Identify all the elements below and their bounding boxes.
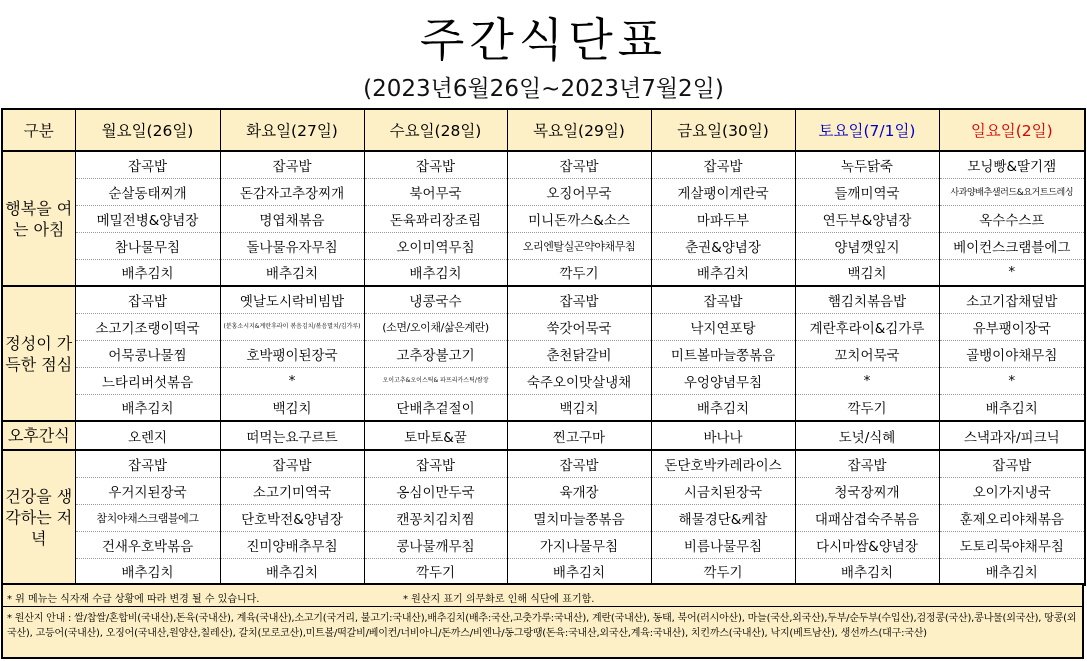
weekly-menu-table xyxy=(1,108,1086,586)
menu-cell: 춘권&양념장 xyxy=(651,232,795,259)
menu-cell: 다시마쌈&양념장 xyxy=(795,531,939,558)
menu-cell: 백김치 xyxy=(795,259,939,286)
notes-box xyxy=(1,583,1084,659)
menu-cell: 소고기잡채덮밥 xyxy=(939,286,1085,313)
menu-cell: 햄김치볶음밥 xyxy=(795,286,939,313)
menu-cell: 백김치 xyxy=(507,394,651,421)
menu-cell: 단배추겉절이 xyxy=(364,394,507,421)
menu-cell: 해물경단&케찹 xyxy=(651,504,795,531)
dinner-row xyxy=(2,558,1085,585)
lunch-label: 정성이 가득한 점심 xyxy=(2,286,75,421)
menu-cell: 콩나물깨무침 xyxy=(364,531,507,558)
menu-cell: 꼬치어묵국 xyxy=(795,340,939,367)
menu-cell: 옛날도시락비빔밥 xyxy=(220,286,364,313)
menu-cell: 도넛/식혜 xyxy=(795,421,939,450)
menu-cell: 참치야채스크램블에그 xyxy=(75,504,220,531)
menu-cell: 가지나물무침 xyxy=(507,531,651,558)
menu-cell: 멸치마늘쫑볶음 xyxy=(507,504,651,531)
header-sunday: 일요일(2일) xyxy=(939,109,1085,151)
breakfast-row xyxy=(2,205,1085,232)
menu-cell: 잡곡밥 xyxy=(507,151,651,178)
menu-cell: 잡곡밥 xyxy=(507,450,651,477)
header-friday: 금요일(30일) xyxy=(651,109,795,151)
menu-cell: 고추장불고기 xyxy=(364,340,507,367)
menu-cell: 숙주오이맛살냉채 xyxy=(507,367,651,394)
menu-cell: * xyxy=(939,367,1085,394)
menu-cell: 단호박전&양념장 xyxy=(220,504,364,531)
menu-cell: 배추김치 xyxy=(220,558,364,585)
lunch-row xyxy=(2,286,1085,313)
menu-cell: 잡곡밥 xyxy=(75,450,220,477)
menu-cell: 어묵콩나물찜 xyxy=(75,340,220,367)
menu-cell: 잡곡밥 xyxy=(939,450,1085,477)
lunch-row xyxy=(2,313,1085,340)
menu-cell: 쑥갓어묵국 xyxy=(507,313,651,340)
menu-cell: 유부팽이장국 xyxy=(939,313,1085,340)
lunch-row xyxy=(2,340,1085,367)
menu-cell: 잡곡밥 xyxy=(364,151,507,178)
menu-cell: 녹두닭죽 xyxy=(795,151,939,178)
breakfast-row xyxy=(2,259,1085,286)
menu-cell: 건새우호박볶음 xyxy=(75,531,220,558)
menu-cell: 명엽채볶음 xyxy=(220,205,364,232)
menu-cell: 골뱅이야채무침 xyxy=(939,340,1085,367)
header-tuesday: 화요일(27일) xyxy=(220,109,364,151)
menu-cell: 배추김치 xyxy=(651,394,795,421)
menu-cell: 옥수수스프 xyxy=(939,205,1085,232)
menu-cell: 스낵과자/피크닉 xyxy=(939,421,1085,450)
menu-cell: 도토리묵야채무침 xyxy=(939,531,1085,558)
menu-cell: 소고기미역국 xyxy=(220,477,364,504)
menu-cell: 연두부&양념장 xyxy=(795,205,939,232)
page-title: 주간식단표 xyxy=(419,13,668,67)
menu-cell: 떠먹는요구르트 xyxy=(220,421,364,450)
dinner-row xyxy=(2,450,1085,477)
menu-cell: 사과양배추샐러드&요거트드레싱 xyxy=(939,178,1085,205)
menu-cell: 호박팽이된장국 xyxy=(220,340,364,367)
menu-cell: 순살동태찌개 xyxy=(75,178,220,205)
menu-cell: 시금치된장국 xyxy=(651,477,795,504)
lunch-row xyxy=(2,367,1085,394)
menu-cell: 잡곡밥 xyxy=(651,286,795,313)
menu-cell: 메밀전병&양념장 xyxy=(75,205,220,232)
menu-cell: 깍두기 xyxy=(795,394,939,421)
menu-cell: 잡곡밥 xyxy=(651,151,795,178)
menu-cell: 소고기조랭이떡국 xyxy=(75,313,220,340)
menu-cell: 배추김치 xyxy=(75,394,220,421)
menu-cell: 찐고구마 xyxy=(507,421,651,450)
menu-cell: 잡곡밥 xyxy=(75,151,220,178)
menu-cell: 모닝빵&딸기잼 xyxy=(939,151,1085,178)
menu-cell: 돈단호박카레라이스 xyxy=(651,450,795,477)
menu-cell: (소면/오이채/삶은계란) xyxy=(364,313,507,340)
menu-cell: 대패삼겹숙주볶음 xyxy=(795,504,939,531)
menu-cell: 오리엔탈실곤약야채무침 xyxy=(507,232,651,259)
menu-cell: 돌나물유자무침 xyxy=(220,232,364,259)
menu-cell: 토마토&꿀 xyxy=(364,421,507,450)
menu-cell: 배추김치 xyxy=(795,558,939,585)
lunch-row xyxy=(2,394,1085,421)
dinner-row xyxy=(2,504,1085,531)
menu-cell: 참나물무침 xyxy=(75,232,220,259)
snack-row xyxy=(2,421,1085,450)
header-saturday: 토요일(7/1일) xyxy=(795,109,939,151)
menu-cell: 돈감자고추장찌개 xyxy=(220,178,364,205)
menu-cell: 오이가지냉국 xyxy=(939,477,1085,504)
menu-cell: * xyxy=(795,367,939,394)
menu-cell: 배추김치 xyxy=(220,259,364,286)
menu-cell: 배추김치 xyxy=(651,259,795,286)
menu-cell: 잡곡밥 xyxy=(220,151,364,178)
menu-cell: 우거지된장국 xyxy=(75,477,220,504)
header-row xyxy=(2,109,1085,151)
notes-row xyxy=(3,585,1082,607)
menu-cell: 잡곡밥 xyxy=(75,286,220,313)
menu-cell: 양념깻잎지 xyxy=(795,232,939,259)
menu-cell: 육개장 xyxy=(507,477,651,504)
breakfast-row xyxy=(2,232,1085,259)
header-thursday: 목요일(29일) xyxy=(507,109,651,151)
menu-cell: 백김치 xyxy=(220,394,364,421)
menu-cell: 들깨미역국 xyxy=(795,178,939,205)
breakfast-row xyxy=(2,151,1085,178)
menu-cell: 비름나물무침 xyxy=(651,531,795,558)
menu-cell: 느타리버섯볶음 xyxy=(75,367,220,394)
menu-cell: 배추김치 xyxy=(75,558,220,585)
change-notice: * 위 메뉴는 식자재 수급 상황에 따라 변경 될 수 있습니다. xyxy=(7,594,260,605)
menu-cell: 캔꽁치김치찜 xyxy=(364,504,507,531)
menu-cell: 잡곡밥 xyxy=(795,450,939,477)
menu-cell: 북어무국 xyxy=(364,178,507,205)
menu-cell: 깍두기 xyxy=(651,558,795,585)
menu-cell: 옹심이만두국 xyxy=(364,477,507,504)
date-range: (2023년6월26일~2023년7월2일) xyxy=(363,76,724,102)
menu-cell: 우엉양념무침 xyxy=(651,367,795,394)
header-category: 구분 xyxy=(2,109,75,151)
snack-label: 오후간식 xyxy=(2,421,75,450)
menu-cell: 계란후라이&김가루 xyxy=(795,313,939,340)
menu-cell: 오렌지 xyxy=(75,421,220,450)
menu-cell: 미니돈까스&소스 xyxy=(507,205,651,232)
menu-cell: 깍두기 xyxy=(507,259,651,286)
menu-cell: 배추김치 xyxy=(75,259,220,286)
menu-cell: 오이미역무침 xyxy=(364,232,507,259)
origin-notice: * 원산지 표기 의무화로 인해 식단에 표기함. xyxy=(403,594,595,605)
menu-cell: 오징어무국 xyxy=(507,178,651,205)
menu-body xyxy=(2,151,1085,585)
menu-cell: 잡곡밥 xyxy=(220,450,364,477)
menu-cell: 바나나 xyxy=(651,421,795,450)
menu-cell: 배추김치 xyxy=(939,394,1085,421)
menu-cell: 청국장찌개 xyxy=(795,477,939,504)
header-wednesday: 수요일(28일) xyxy=(364,109,507,151)
menu-cell: 게살팽이계란국 xyxy=(651,178,795,205)
menu-cell: 배추김치 xyxy=(364,259,507,286)
menu-cell: 훈제오리야채볶음 xyxy=(939,504,1085,531)
menu-cell: 잡곡밥 xyxy=(364,450,507,477)
menu-cell: 마파두부 xyxy=(651,205,795,232)
menu-cell: 냉콩국수 xyxy=(364,286,507,313)
menu-cell: 잡곡밥 xyxy=(507,286,651,313)
dinner-row xyxy=(2,531,1085,558)
menu-cell: * xyxy=(939,259,1085,286)
menu-cell: 깍두기 xyxy=(364,558,507,585)
breakfast-label: 행복을 여는 아침 xyxy=(2,151,75,286)
origin-info: * 원산지 안내 : 쌀/찹쌀/혼합비(국내산),돈육(국내산), 계육(국내산),소고기(국거리, 불고기:국내산),배추김치(배추:국산,고춧가루:국내산), 계란(국내산), 동태, 북어(러시아산), 마늘(국산,외국산),두부/순두부(수입산),검정콩(국산),콩나물(외국산), 땅콩(외국산), 고등어(국내산), 오징어(국내산,원양산,칠레산), 갈치(모로코산),미트볼/떡갈비/베이컨/너비아니/돈까스/비엔나/동그랑땡(돈육:국내산,외국산,계육:국내산), 치킨까스(국내산), 낙지(베트남산), 생선까스(대구:국산) xyxy=(7,613,1077,639)
menu-cell: * xyxy=(220,367,364,394)
dinner-label: 건강을 생각하는 저녁 xyxy=(2,450,75,585)
menu-cell: 배추김치 xyxy=(507,558,651,585)
menu-cell: 돈육꽈리장조림 xyxy=(364,205,507,232)
menu-cell: (분홍소시지&계란후라이 볶음김치/볶음멸치/김가루) xyxy=(220,313,364,340)
menu-cell: 진미양배추무침 xyxy=(220,531,364,558)
menu-cell: 춘천닭갈비 xyxy=(507,340,651,367)
menu-cell: 미트볼마늘쫑볶음 xyxy=(651,340,795,367)
header-monday: 월요일(26일) xyxy=(75,109,220,151)
menu-cell: 배추김치 xyxy=(939,558,1085,585)
breakfast-row xyxy=(2,178,1085,205)
menu-cell: 낙지연포탕 xyxy=(651,313,795,340)
menu-cell: 베이컨스크램블에그 xyxy=(939,232,1085,259)
dinner-row xyxy=(2,477,1085,504)
menu-cell: 오이고추&오이스틱& 파프리카스틱/쌈장 xyxy=(364,367,507,394)
